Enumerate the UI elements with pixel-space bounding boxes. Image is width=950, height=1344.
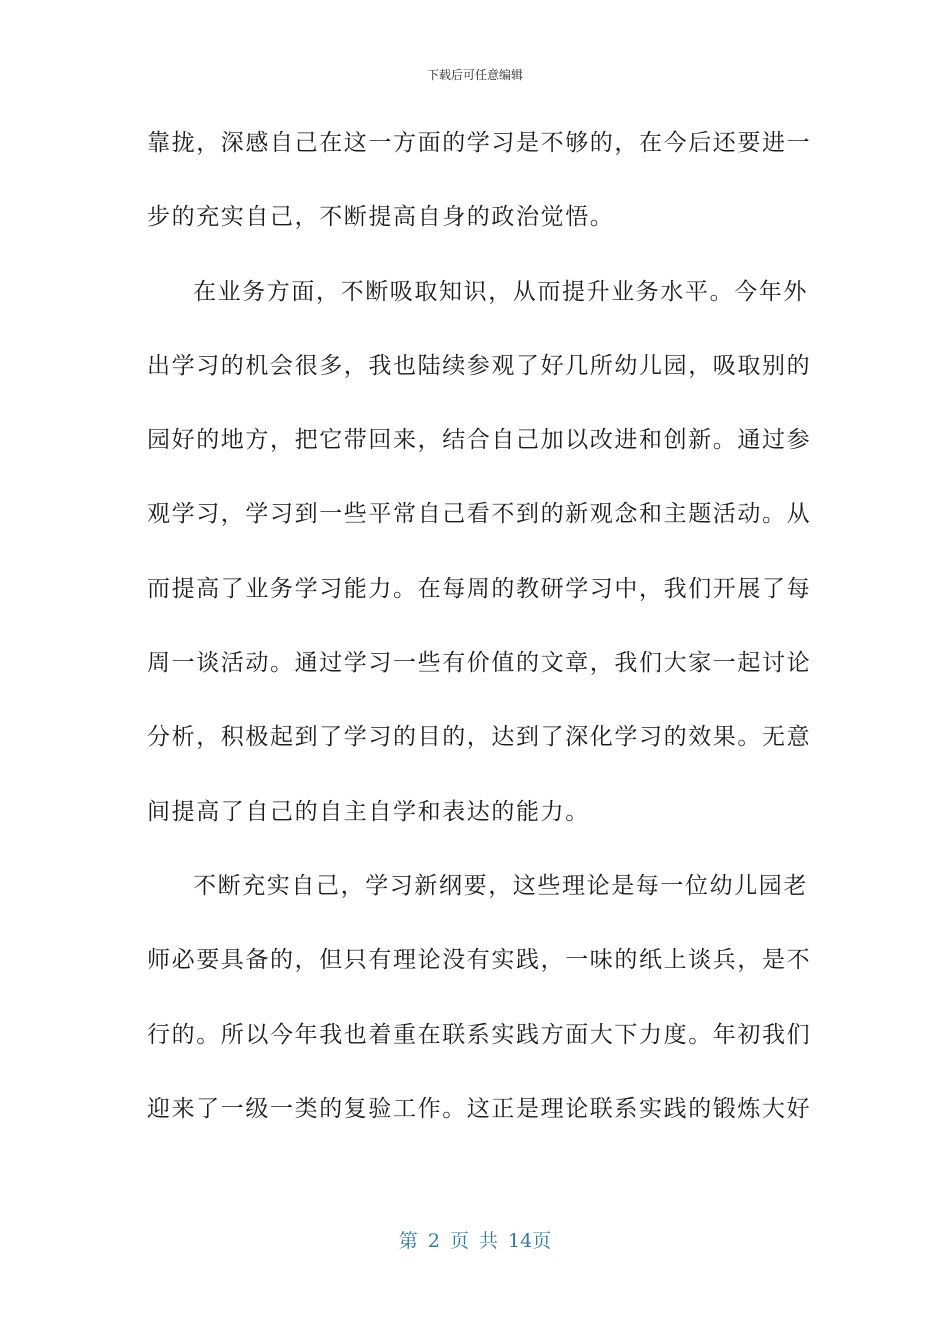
- text-line-14: 迎来了一级一类的复验工作。这正是理论联系实践的锻炼大好: [147, 1095, 812, 1122]
- text-line-5: 园好的地方，把它带回来，结合自己加以改进和创新。通过参: [147, 427, 812, 454]
- text-line-12: 师必要具备的，但只有理论没有实践，一味的纸上谈兵，是不: [147, 947, 812, 974]
- text-line-13: 行的。所以今年我也着重在联系实践方面大下力度。年初我们: [147, 1021, 812, 1048]
- text-line-11: 不断充实自己，学习新纲要，这些理论是每一位幼儿园老: [193, 872, 808, 899]
- text-line-1: 靠拢，深感自己在这一方面的学习是不够的，在今后还要进一: [147, 130, 812, 156]
- text-line-7: 而提高了业务学习能力。在每周的教研学习中，我们开展了每: [147, 575, 812, 602]
- text-line-6: 观学习，学习到一些平常自己看不到的新观念和主题活动。从: [147, 501, 812, 528]
- page-number-footer: 第 2 页 共 14页: [398, 1230, 552, 1252]
- text-line-8: 周一谈活动。通过学习一些有价值的文章，我们大家一起讨论: [147, 650, 812, 677]
- text-line-10: 间提高了自己的自主自学和表达的能力。: [147, 798, 590, 825]
- body-text: [147, 106, 812, 1146]
- page-header-note: 下载后可任意编辑: [426, 68, 523, 82]
- text-line-3: 在业务方面，不断吸取知识，从而提升业务水平。今年外: [193, 278, 808, 305]
- text-line-9: 分析，积极起到了学习的目的，达到了深化学习的效果。无意: [147, 724, 812, 751]
- text-line-4: 出学习的机会很多，我也陆续参观了好几所幼儿园，吸取别的: [147, 352, 812, 379]
- text-line-2: 步的充实自己，不断提高自身的政治觉悟。: [147, 204, 615, 231]
